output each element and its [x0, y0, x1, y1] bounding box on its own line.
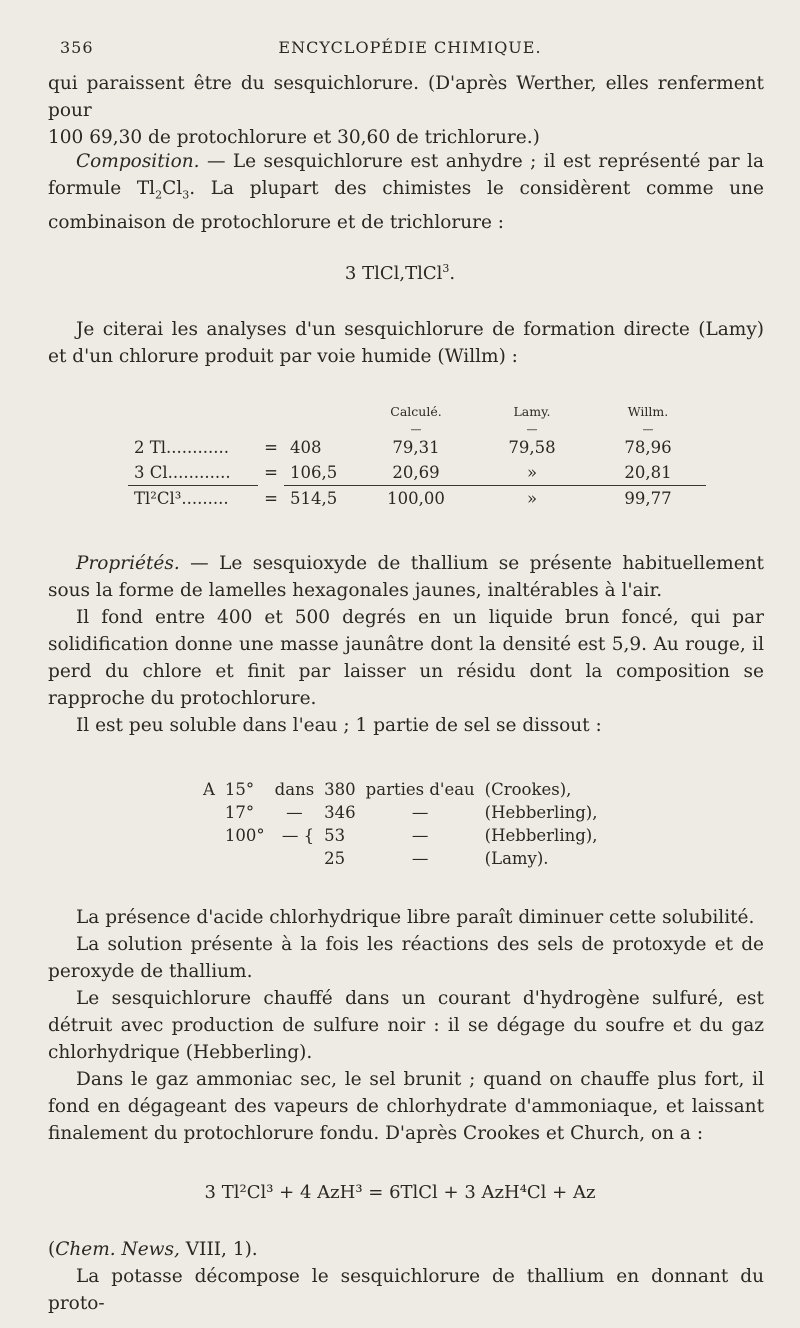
formula-sesquichlorure: 3 TlCl,TlCl$^3$. [344, 262, 456, 284]
column-header-lamy: Lamy. [513, 404, 551, 419]
analysis-table: Calculé. Lamy. Willm. — — — 2 Tl............ = 408 79,31 79,58 78,96 3 Cl............ = 106,5 20,69 » 20,81 Tl²Cl³......... = 514,5 100,00 » 99,77 [128, 400, 706, 511]
werther-line-2: 100 69,30 de protochlorure et 30,60 de trichlorure.) [48, 127, 540, 148]
formula-reaction: 3 Tl²Cl³ + 4 AzH³ = 6TlCl + 3 AzH⁴Cl + Az [204, 1182, 596, 1203]
paragraph-proprietes: Propriétés. — Le sesquioxyde de thallium se présente habituellement sous la forme de lamelles hexagonales jaunes, inaltérables à l'air. [48, 553, 764, 601]
page-number: 356 [60, 38, 94, 57]
werther-line-1: qui paraissent être du sesquichlorure. (D'après Werther, elles renferment pour [48, 73, 764, 121]
paragraph-chauffe: Le sesquichlorure chauffé dans un courant d'hydrogène sulfuré, est détruit avec production de sulfure noir : il se dégage du soufre et du gaz chlorhydrique (Hebberling). [48, 988, 764, 1063]
table-total-row: Tl²Cl³......... = 514,5 100,00 » 99,77 [128, 486, 706, 512]
paragraph-analyses-intro: Je citerai les analyses d'un sesquichlorure de formation directe (Lamy) et d'un chlorure produit par voie humide (Willm) : [48, 319, 764, 367]
running-header [60, 38, 760, 62]
table-row: 3 Cl............ = 106,5 20,69 » 20,81 [134, 463, 672, 483]
table-row: 17° — 346 — (Hebberling), [224, 803, 598, 822]
paragraph-fond: Il fond entre 400 et 500 degrés en un liquide brun foncé, qui par solidification donne une masse jaunâtre dont la densité est 5,9. Au rouge, il perd du chlore et finit par laisser un résidu dont la composition se rapproche du protochlorure. [48, 607, 764, 709]
table-row: 25 — (Lamy). [324, 849, 549, 868]
table-row: 100° — { 53 — (Hebberling), [224, 826, 598, 845]
column-header-willm: Willm. [627, 404, 669, 419]
running-title: ENCYCLOPÉDIE CHIMIQUE. [278, 38, 542, 57]
paragraph-solution: La solution présente à la fois les réactions des sels de protoxyde et de peroxyde de thallium. [48, 934, 764, 982]
table-row: A 15° dans 380 parties d'eau (Crookes), [203, 780, 572, 799]
paragraph-acide: La présence d'acide chlorhydrique libre paraît diminuer cette solubilité. [76, 907, 755, 928]
citation: (Chem. News, VIII, 1). [48, 1239, 258, 1260]
paragraph-soluble: Il est peu soluble dans l'eau ; 1 partie de sel se dissout : [76, 715, 602, 736]
paragraph-werther [48, 70, 764, 151]
paragraph-ammoniac: Dans le gaz ammoniac sec, le sel brunit ; quand on chauffe plus fort, il fond en dégageant des vapeurs de chlorhydrate d'ammoniaque, et laissant finalement du protochlorure fondu. D'après Crookes et Church, on a : [48, 1069, 764, 1144]
solubility-table [198, 778, 602, 870]
proprietes-heading: Propriétés. [76, 553, 180, 574]
column-header-calcule: Calculé. [390, 404, 442, 419]
paragraph-potasse: La potasse décompose le sesquichlorure de thallium en donnant du proto- [48, 1266, 764, 1314]
composition-heading: Composition. [76, 151, 200, 172]
table-row: 2 Tl............ = 408 79,31 79,58 78,96 [134, 438, 672, 457]
paragraph-composition: Composition. — Le sesquichlorure est anhydre ; il est représenté par la formule $Tl_2Cl_3$. La plupart des chimistes le considèrent comme une combinaison de protochlorure et de trichlorure : [48, 151, 764, 233]
